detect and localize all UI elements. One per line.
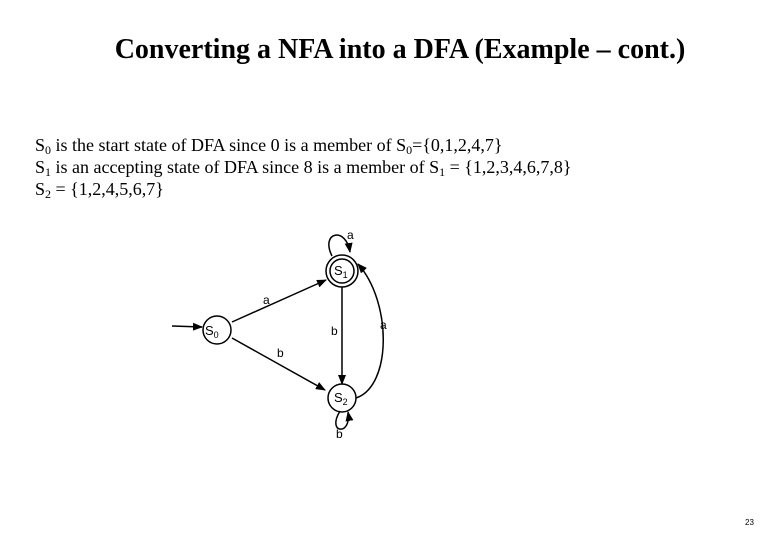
edge-s0-s1 xyxy=(232,280,326,322)
state-s0-label: $S_0$ xyxy=(205,323,219,340)
edge-label-s2-s1: a xyxy=(380,318,387,332)
edge-label-s0-s2: b xyxy=(277,346,284,360)
edge-label-s1-loop: a xyxy=(347,228,354,242)
edge-label-s1-s2: b xyxy=(331,324,338,338)
statement-s1: $S_1$ is an accepting state of DFA since 8 is a member of $S_1 = \{1,2,3,4,6,7,8\}$ xyxy=(35,157,572,179)
edge-label-s0-s1: a xyxy=(263,293,270,307)
statement-s2: $S_2 = \{1,2,4,5,6,7\}$ xyxy=(35,179,164,201)
page-number: 23 xyxy=(745,518,754,527)
state-s1-label: $S_1$ xyxy=(334,263,348,280)
edge-label-s2-loop: b xyxy=(336,427,343,441)
statement-s0: $S_0$ is the start state of DFA since 0 is a member of $S_0=\{0,1,2,4,7\}$ xyxy=(35,135,503,157)
slide-title: Converting a NFA into a DFA (Example – cont.) xyxy=(114,34,686,65)
start-arrow xyxy=(172,326,202,327)
state-s2-label: $S_2$ xyxy=(334,390,348,407)
